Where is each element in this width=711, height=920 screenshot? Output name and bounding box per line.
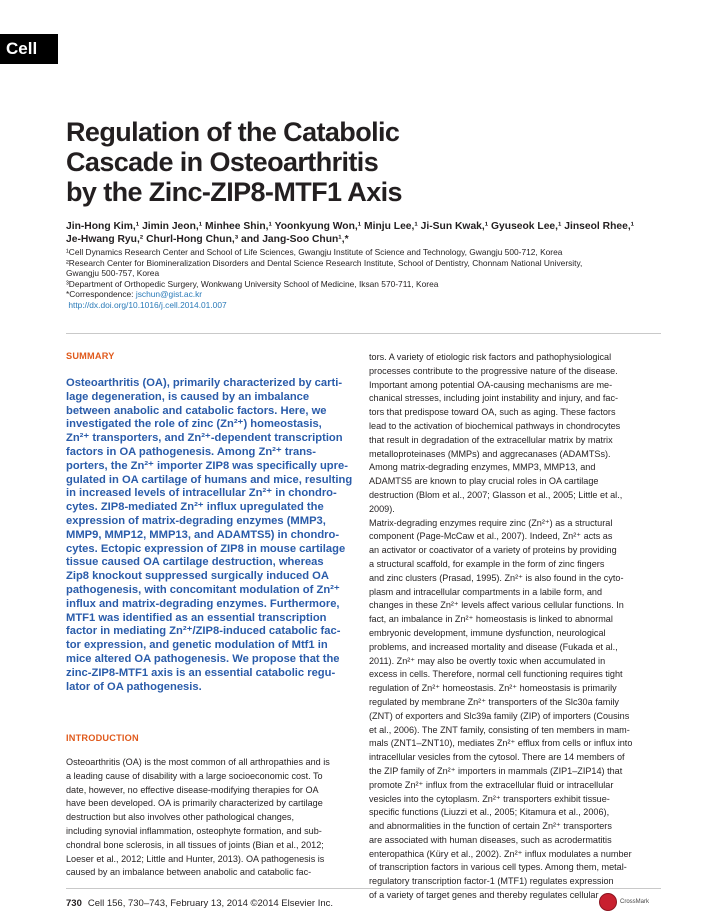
crossmark-icon xyxy=(599,893,617,911)
summary-line: Osteoarthritis (OA), primarily characterized by carti- xyxy=(66,377,343,389)
paragraph-line: Important among potential OA-causing mechanisms are me- xyxy=(369,379,613,390)
doi-line xyxy=(66,300,666,311)
title-line: Regulation of the Catabolic xyxy=(66,117,400,147)
footer-citation: Cell 156, 730–743, February 13, 2014 ©2014 Elsevier Inc. xyxy=(87,898,334,909)
doi-link[interactable]: http://dx.doi.org/10.1016/j.cell.2014.01.007 xyxy=(68,299,227,310)
affiliations xyxy=(66,247,666,311)
paragraph-line: 2009). xyxy=(369,503,395,514)
affiliation-line: ²Research Center for Biomineralization Disorders and Dental Science Research Institute, School of Dentistry, Chonnam National University, xyxy=(66,257,583,268)
paragraph-line: mals (ZNT1–ZNT10), mediates Zn²⁺ efflux from cells or influx into xyxy=(369,738,633,749)
summary-line: pathogenesis, with concomitant modulation of Zn²⁺ xyxy=(66,583,340,596)
correspondence-email-link[interactable]: jschun@gist.ac.kr xyxy=(135,289,203,300)
paragraph-line: date, however, no effective disease-modifying therapies for OA xyxy=(66,784,319,795)
paragraph-line: ADAMTS5 are known to play crucial roles in OA cartilage xyxy=(369,476,599,487)
summary-line: cytes. Ectopic expression of ZIP8 in mouse cartilage xyxy=(66,542,346,555)
crossmark-badge[interactable] xyxy=(599,893,649,911)
summary-line: cytes. ZIP8-mediated Zn²⁺ influx upregulated the xyxy=(66,501,324,514)
title-line: by the Zinc-ZIP8-MTF1 Axis xyxy=(66,177,402,207)
paragraph-line: and abnormalities in the function of certain Zn²⁺ transporters xyxy=(369,821,612,832)
introduction-text xyxy=(66,756,354,880)
paragraph-line: regulated by membrane Zn²⁺ transporters of the Slc30a family xyxy=(369,696,619,707)
paragraph-line: promote Zn²⁺ influx from the extracellular fluid or intracellular xyxy=(369,779,614,790)
correspondence-label: *Correspondence: xyxy=(66,289,136,300)
author-line: Jin-Hong Kim,¹ Jimin Jeon,¹ Minhee Shin,¹ Yoonkyung Won,¹ Minju Lee,¹ Ji-Sun Kwak,¹ Gyuseok Lee,¹ Jinseol Rhee,¹ xyxy=(66,221,635,232)
paragraph-line: regulation of Zn²⁺ homeostasis. Zn²⁺ homeostasis is primarily xyxy=(369,683,617,694)
summary-line: porters, the Zn²⁺ importer ZIP8 was specifically upre- xyxy=(66,459,348,472)
summary-line: influx and matrix-degrading enzymes. Furthermore, xyxy=(66,597,340,610)
paragraph-line: embryonic development, immune dysfunction, neurological xyxy=(369,627,606,638)
paragraph-line: destruction (Blom et al., 2007; Glasson et al., 2005; Little et al., xyxy=(369,489,623,500)
paragraph-line: Osteoarthritis (OA) is the most common of all arthropathies and is xyxy=(66,757,330,767)
paragraph-line: a structural scaffold, for example in the form of zinc fingers xyxy=(369,558,605,569)
summary-line: tor expression, and genetic modulation of Mtf1 in xyxy=(66,639,328,652)
paragraph-line: specific functions (Liuzzi et al., 2005; Kitamura et al., 2006), xyxy=(369,807,610,818)
summary-line: investigated the role of zinc (Zn²⁺) homeostasis, xyxy=(66,418,322,431)
summary-line: Zip8 knockout suppressed surgically induced OA xyxy=(66,570,329,583)
journal-logo: Cell xyxy=(0,34,58,64)
paragraph-line: Matrix-degrading enzymes require zinc (Zn²⁺) as a structural xyxy=(369,517,613,528)
paragraph-line: have been developed. OA is primarily characterized by cartilage xyxy=(66,798,323,809)
paragraph-line: fact, an imbalance in Zn²⁺ homeostasis is linked to abnormal xyxy=(369,614,613,625)
paragraph-line: chanical stresses, including joint instability and injury, and fac- xyxy=(369,393,619,404)
summary-heading: SUMMARY xyxy=(66,351,115,361)
summary-line: between anabolic and catabolic factors. Here, we xyxy=(66,404,327,417)
paragraph-line: Among matrix-degrading enzymes, MMP3, MMP13, and xyxy=(369,462,596,473)
affiliation-line: ¹Cell Dynamics Research Center and School of Life Sciences, Gwangju Institute of Science and Technology, Gwangju 500-712, Korea xyxy=(66,247,563,257)
paragraph-line: of a variety of target genes and thereby regulates cellular xyxy=(369,890,599,901)
summary-line: MMP9, MMP12, MMP13, and ADAMTS5) in chondro- xyxy=(66,528,340,541)
summary-line: factors in OA pathogenesis. Among Zn²⁺ trans- xyxy=(66,445,316,458)
paragraph-line: component (Page-McCaw et al., 2007). Indeed, Zn²⁺ acts as xyxy=(369,531,613,542)
summary-line: tissue caused OA cartilage destruction, whereas xyxy=(66,556,324,569)
paragraph-line: and zinc clusters (Prasad, 1995). Zn²⁺ is also found in the cyto- xyxy=(369,572,624,583)
summary-line: in increased levels of intracellular Zn²⁺ in chondro- xyxy=(66,487,337,500)
affiliation-line: ³Department of Orthopedic Surgery, Wonkwang University School of Medicine, Iksan 570-711, Korea xyxy=(66,278,439,289)
paragraph-line: destruction but also involves other pathological changes, xyxy=(66,812,294,823)
paragraph-line: (ZNT) of exporters and Slc39a family (ZIP) of importers (Cousins xyxy=(369,710,630,721)
header-divider xyxy=(66,333,661,334)
summary-line: MTF1 was identified as an essential transcription xyxy=(66,611,327,624)
author-line: Je-Hwang Ryu,² Churl-Hong Chun,³ and Jang-Soo Chun¹,* xyxy=(66,234,349,245)
article-title xyxy=(66,117,586,207)
correspondence xyxy=(66,289,666,300)
paragraph-line: are associated with human diseases, such as acrodermatitis xyxy=(369,834,612,845)
page-number: 730 xyxy=(66,898,82,909)
paragraph-line: tors that predispose toward OA, such as aging. These factors xyxy=(369,407,616,418)
paragraph-line: excess in cells. Therefore, normal cell functioning requires tight xyxy=(369,669,623,680)
summary-line: factor in mediating Zn²⁺/ZIP8-induced catabolic fac- xyxy=(66,625,341,638)
paragraph-line: of transcription factors in various cell types. Among them, metal- xyxy=(369,862,627,873)
paragraph-line: including synovial inflammation, osteophyte formation, and sub- xyxy=(66,825,322,836)
summary-line: lage degeneration, is caused by an imbalance xyxy=(66,390,310,403)
footer-divider xyxy=(66,888,661,889)
paragraph-line: enteropathica (Küry et al., 2002). Zn²⁺ influx modulates a number xyxy=(369,848,632,859)
paragraph-line: problems, and increased mortality and disease (Fukada et al., xyxy=(369,641,618,652)
title-line: Cascade in Osteoarthritis xyxy=(66,147,379,177)
summary-line: Zn²⁺ transporters, and Zn²⁺-dependent transcription xyxy=(66,432,343,445)
paragraph-line: et al., 2006). The ZNT family, consisting of ten members in mam- xyxy=(369,724,630,735)
summary-text xyxy=(66,377,354,694)
paragraph-line: that result in degradation of the extracellular matrix by matrix xyxy=(369,434,613,445)
paragraph-line: intracellular vesicles from the cytosol. There are 14 members of xyxy=(369,752,625,763)
paragraph-line: vesicles into the cytoplasm. Zn²⁺ transporters exhibit tissue- xyxy=(369,793,610,804)
paragraph-line: an activator or coactivator of a variety of proteins by providing xyxy=(369,545,617,556)
paragraph-line: chondral bone sclerosis, in all tissues of joints (Bian et al., 2012; xyxy=(66,839,324,850)
crossmark-label: CrossMark xyxy=(620,899,650,905)
paragraph-line: regulatory transcription factor-1 (MTF1) regulates expression xyxy=(369,876,614,887)
paragraph-line: lead to the activation of biochemical pathways in chondrocytes xyxy=(369,420,621,431)
paragraph-line: tors. A variety of etiologic risk factors and pathophysiological xyxy=(369,352,612,362)
affiliation-line: Gwangju 500-757, Korea xyxy=(66,268,160,279)
paragraph-line: changes in these Zn²⁺ levels affect various cellular functions. In xyxy=(369,600,624,611)
paragraph-line: Loeser et al., 2012; Little and Hunter, 2013). OA pathogenesis is xyxy=(66,853,325,864)
summary-line: gulated in OA cartilage of humans and mice, resulting xyxy=(66,473,353,486)
paragraph-line: processes contribute to the progressive nature of the disease. xyxy=(369,365,618,376)
paragraph-line: metalloproteinases (MMPs) and aggrecanases (ADAMTSs). xyxy=(369,448,611,459)
author-list xyxy=(66,220,666,246)
summary-line: expression of matrix-degrading enzymes (MMP3, xyxy=(66,514,326,527)
summary-line: zinc-ZIP8-MTF1 axis is an essential catabolic regu- xyxy=(66,666,336,679)
page-footer xyxy=(66,898,333,909)
paragraph-line: plasm and intracellular compartments in a labile form, and xyxy=(369,586,603,597)
paragraph-line: caused by an imbalance between anabolic and catabolic fac- xyxy=(66,867,312,878)
paragraph-line: the ZIP family of Zn²⁺ importers in mammals (ZIP1–ZIP14) that xyxy=(369,765,623,776)
paragraph-line: 2011). Zn²⁺ may also be overtly toxic when accumulated in xyxy=(369,655,606,666)
right-column-text xyxy=(369,351,661,903)
summary-line: mice altered OA pathogenesis. We propose that the xyxy=(66,652,340,665)
introduction-heading: INTRODUCTION xyxy=(66,733,139,743)
paragraph-line: a leading cause of disability with a large socioeconomic cost. To xyxy=(66,770,323,781)
summary-line: lator of OA pathogenesis. xyxy=(66,680,202,693)
